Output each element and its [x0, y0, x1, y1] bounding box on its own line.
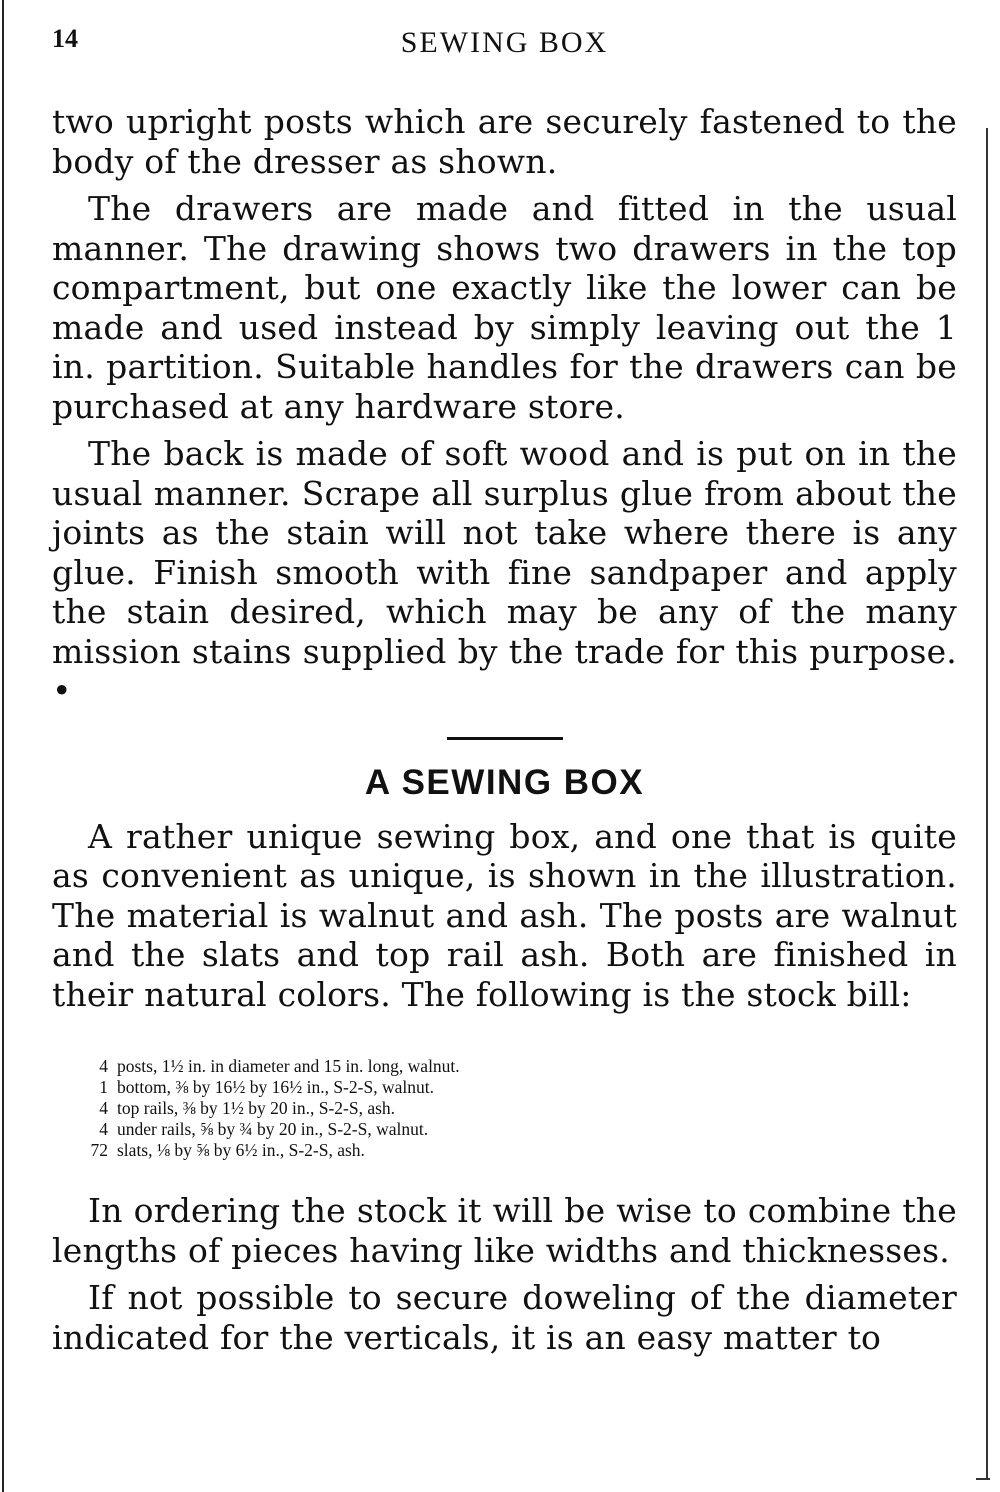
section-divider	[447, 737, 563, 740]
stock-bill-row	[76, 1077, 957, 1098]
stock-bill	[76, 1056, 957, 1161]
stock-qty: 1	[99, 1077, 108, 1097]
stock-desc: under rails, ⅝ by ¾ by 20 in., S-2-S, walnut.	[117, 1119, 429, 1139]
stock-qty: 4	[99, 1098, 108, 1118]
stock-qty: 72	[90, 1140, 108, 1160]
paragraph-doweling: If not possible to secure doweling of the diameter indicated for the verticals, it is an easy matter to	[52, 1278, 957, 1357]
page-body	[52, 102, 957, 1365]
stock-qty: 4	[99, 1119, 108, 1139]
paragraph-back: The back is made of soft wood and is put on in the usual manner. Scrape all surplus glue from about the joints as the stain will not take where there is any glue. Finish smooth with fine sandpaper and apply the stain desired, which may be any of the many mission stains supplied by the trade for this purpose. •	[52, 434, 957, 710]
stock-bill-row	[76, 1056, 957, 1077]
stock-desc: bottom, ⅜ by 16½ by 16½ in., S-2-S, walnut.	[117, 1077, 434, 1097]
paragraph-drawers: The drawers are made and fitted in the usual manner. The drawing shows two drawers in the top compartment, but one exactly like the lower can be made and used instead by simply leaving out the 1 in. partition. Suitable handles for the drawers can be purchased at any hardware store.	[52, 189, 957, 426]
page-header	[52, 24, 957, 68]
paragraph-continued: two upright posts which are securely fastened to the body of the dresser as shown.	[52, 102, 957, 181]
paragraph-ordering: In ordering the stock it will be wise to combine the lengths of pieces having like widths and thicknesses.	[52, 1191, 957, 1270]
stock-bill-row	[76, 1098, 957, 1119]
stock-bill-row	[76, 1140, 957, 1161]
section-title: A SEWING BOX	[364, 762, 645, 802]
page-number: 14	[52, 24, 78, 53]
stock-bill-row	[76, 1119, 957, 1140]
paragraph-intro: A rather unique sewing box, and one that is quite as convenient as unique, is shown in the illustration. The material is walnut and ash. The posts are walnut and the slats and top rail ash. Both are finished in their natural colors. The following is the stock bill:	[52, 816, 957, 1014]
stock-qty: 4	[99, 1056, 108, 1076]
running-head: SEWING BOX	[400, 26, 609, 59]
stock-desc: slats, ⅛ by ⅝ by 6½ in., S-2-S, ash.	[117, 1140, 365, 1160]
page-edge-left	[2, 0, 4, 1492]
stock-desc: posts, 1½ in. in diameter and 15 in. long, walnut.	[117, 1056, 460, 1076]
page-edge-right	[986, 128, 988, 1478]
page-edge-foot	[976, 1478, 990, 1480]
stock-desc: top rails, ⅜ by 1½ by 20 in., S-2-S, ash.	[117, 1098, 396, 1118]
